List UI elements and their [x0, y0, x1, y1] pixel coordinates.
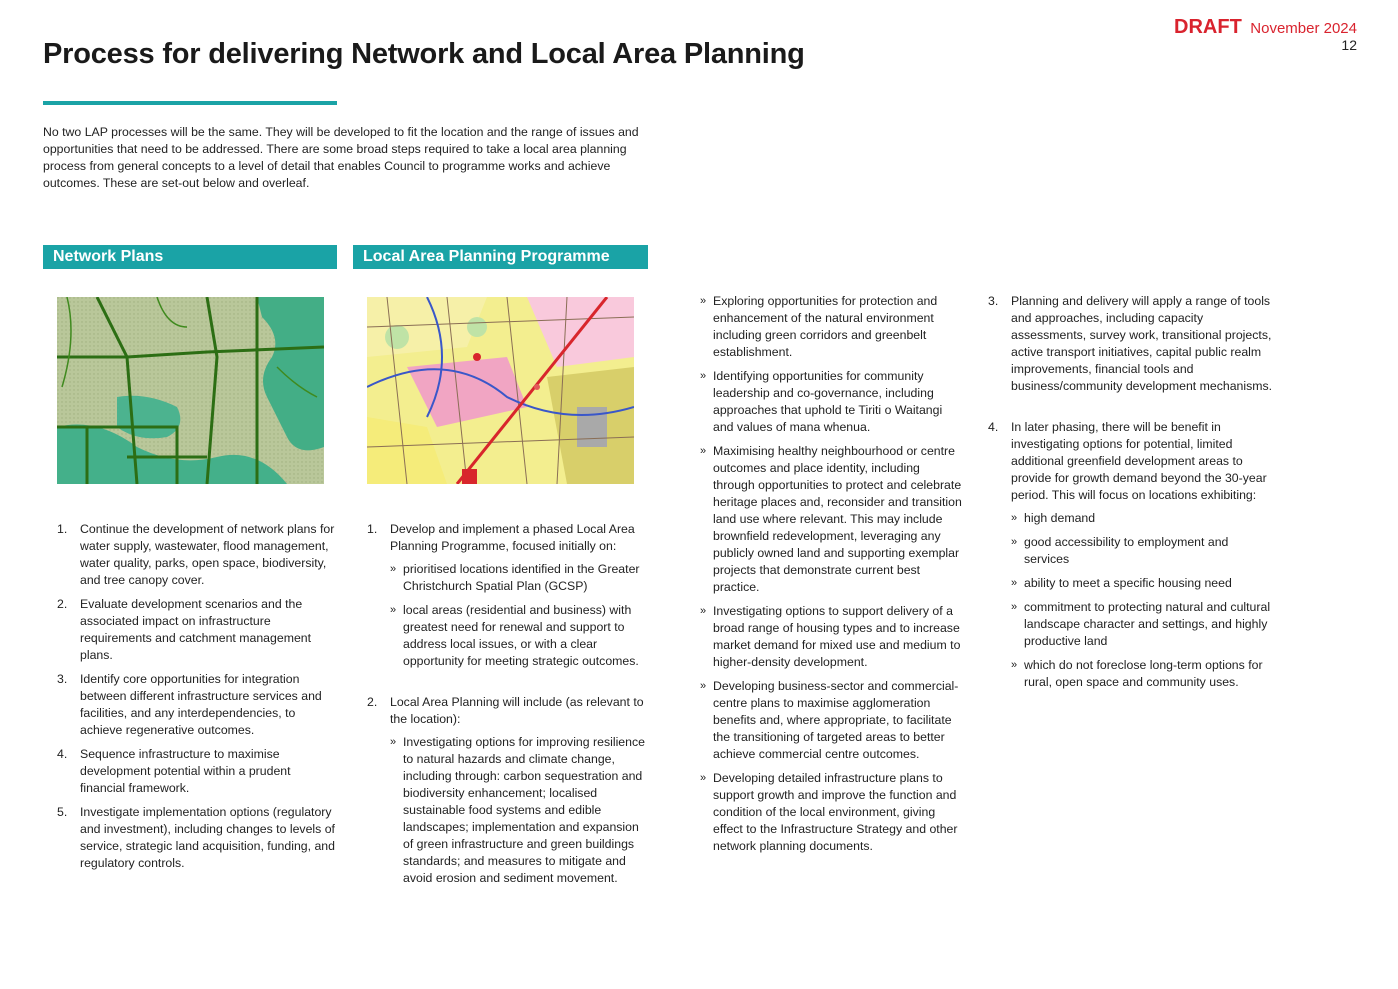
list-item — [367, 694, 649, 887]
bullet-text: Developing detailed infrastructure plans to support growth and improve the function and condition of the local environment, giving effect to the Infrastructure Strategy and other network planning documents. — [713, 771, 958, 853]
intro-paragraph: No two LAP processes will be the same. They will be developed to fit the location and the range of issues and opportunities that need to be addressed. There are some broad steps required to take a local area planning process from general concepts to a level of detail that enables Council to programme works and achieve outcomes. These are set-out below and overleaf. — [43, 125, 639, 190]
list-number: 2. — [367, 695, 378, 709]
chevron-icon: » — [700, 445, 707, 457]
chevron-icon: » — [1011, 577, 1018, 589]
draft-date: November 2024 — [1250, 20, 1357, 37]
bullet-text: which do not foreclose long-term options for rural, open space and community uses. — [1024, 658, 1263, 689]
list-number: 4. — [57, 747, 68, 761]
draft-label: DRAFT — [1174, 16, 1242, 38]
list-item — [367, 521, 649, 670]
bullet-text: commitment to protecting natural and cultural landscape character and settings, and highly productive land — [1024, 600, 1271, 648]
bullet-item — [1011, 599, 1273, 650]
chevron-icon: » — [700, 605, 707, 617]
list-item — [57, 804, 339, 872]
title-rule — [43, 101, 337, 105]
list-text: Develop and implement a phased Local Area Planning Programme, focused initially on: — [390, 522, 635, 553]
lap-map-image — [367, 297, 634, 484]
lap-later-phases-list — [988, 293, 1273, 698]
bullet-text: good accessibility to employment and services — [1024, 535, 1229, 566]
chevron-icon: » — [1011, 512, 1018, 524]
list-text: Sequence infrastructure to maximise development potential within a prudent financial framework. — [80, 747, 291, 795]
list-item — [988, 293, 1273, 395]
chevron-icon: » — [700, 772, 707, 784]
list-number: 4. — [988, 420, 999, 434]
bullet-item — [1011, 657, 1273, 691]
chevron-icon: » — [1011, 536, 1018, 548]
bullet-text: Investigating options to support delivery of a broad range of housing types and to increase market demand for mixed use and medium to higher-density development. — [713, 604, 961, 669]
bullet-text: Maximising healthy neighbourhood or centre outcomes and place identity, including through opportunities to protect and celebrate heritage places and, reconsider and transition land use where relevant. This may include brownfield redevelopment, leveraging any publicly owned land and supporting exemplar projects that demonstrate current best practice. — [713, 444, 962, 594]
bullet-item — [700, 293, 965, 361]
chevron-icon: » — [700, 680, 707, 692]
bullet-text: Investigating options for improving resilience to natural hazards and climate change, including through: carbon sequestration and biodiversity enhancement; localised sustainable food systems and edible landscapes; implementation and expansion of green infrastructure and green buildings standards; and measures to mitigate and avoid erosion and sediment movement. — [403, 735, 645, 885]
list-number: 5. — [57, 805, 68, 819]
chevron-icon: » — [700, 295, 707, 307]
list-number: 2. — [57, 597, 68, 611]
list-text: Identify core opportunities for integration between different infrastructure services and facilities, and any interdependencies, to achieve regenerative outcomes. — [80, 672, 322, 737]
lap-continued-list — [697, 293, 965, 862]
list-item — [57, 746, 339, 797]
lap-programme-heading: Local Area Planning Programme — [353, 245, 648, 269]
list-text: Evaluate development scenarios and the associated impact on infrastructure requirements and catchment management plans. — [80, 597, 312, 662]
bullet-text: Developing business-sector and commercial-centre plans to maximise agglomeration benefits and, where appropriate, to facilitate the transitioning of targeted areas to better achieve commercial centre outcomes. — [713, 679, 959, 761]
list-number: 1. — [367, 522, 378, 536]
bullet-item — [700, 368, 965, 436]
bullet-item — [1011, 510, 1273, 527]
list-text: Planning and delivery will apply a range of tools and approaches, including capacity assessments, survey work, transitional projects, active transport initiatives, capital public realm improvements, financial tools and business/community development mechanisms. — [1011, 294, 1273, 393]
page-title: Process for delivering Network and Local Area Planning — [43, 38, 805, 70]
bullet-item — [1011, 575, 1273, 592]
network-map-image — [57, 297, 324, 484]
chevron-icon: » — [1011, 659, 1018, 671]
list-item — [988, 419, 1273, 691]
page-number: 12 — [1341, 37, 1357, 53]
list-number: 3. — [988, 294, 999, 308]
bullet-text: local areas (residential and business) with greatest need for renewal and support to address local issues, or with a clear opportunity for meeting strategic outcomes. — [403, 603, 639, 668]
lap-programme-list — [367, 521, 649, 894]
bullet-text: ability to meet a specific housing need — [1024, 576, 1232, 590]
chevron-icon: » — [700, 370, 707, 382]
bullet-item — [700, 443, 965, 596]
draft-header — [1174, 16, 1357, 53]
bullet-text: Identifying opportunities for community leadership and co-governance, including approaches that uphold te Tiriti o Waitangi and values of mana whenua. — [713, 369, 943, 434]
bullet-item — [390, 561, 649, 595]
list-item — [57, 671, 339, 739]
bullet-text: prioritised locations identified in the Greater Christchurch Spatial Plan (GCSP) — [403, 562, 640, 593]
bullet-text: Exploring opportunities for protection and enhancement of the natural environment including green corridors and greenbelt establishment. — [713, 294, 938, 359]
network-plans-list — [57, 521, 339, 879]
bullet-item — [700, 603, 965, 671]
chevron-icon: » — [390, 563, 397, 575]
list-number: 3. — [57, 672, 68, 686]
list-item — [57, 521, 339, 589]
bullet-item — [1011, 534, 1273, 568]
list-text: Local Area Planning will include (as relevant to the location): — [390, 695, 644, 726]
chevron-icon: » — [1011, 601, 1018, 613]
bullet-item — [700, 770, 965, 855]
list-text: Investigate implementation options (regulatory and investment), including changes to levels of service, strategic land acquisition, funding, and regulatory controls. — [80, 805, 335, 870]
bullet-text: high demand — [1024, 511, 1096, 525]
bullet-item — [700, 678, 965, 763]
list-text: In later phasing, there will be benefit in investigating options for potential, limited additional greenfield development areas to provide for growth demand beyond the 30-year period. This will focus on locations exhibiting: — [1011, 420, 1267, 502]
list-text: Continue the development of network plans for water supply, wastewater, flood management, water quality, parks, open space, biodiversity, and tree canopy cover. — [80, 522, 335, 587]
bullet-item — [390, 602, 649, 670]
chevron-icon: » — [390, 736, 397, 748]
list-number: 1. — [57, 522, 68, 536]
chevron-icon: » — [390, 604, 397, 616]
bullet-item — [390, 734, 649, 887]
network-plans-heading: Network Plans — [43, 245, 337, 269]
list-item — [57, 596, 339, 664]
